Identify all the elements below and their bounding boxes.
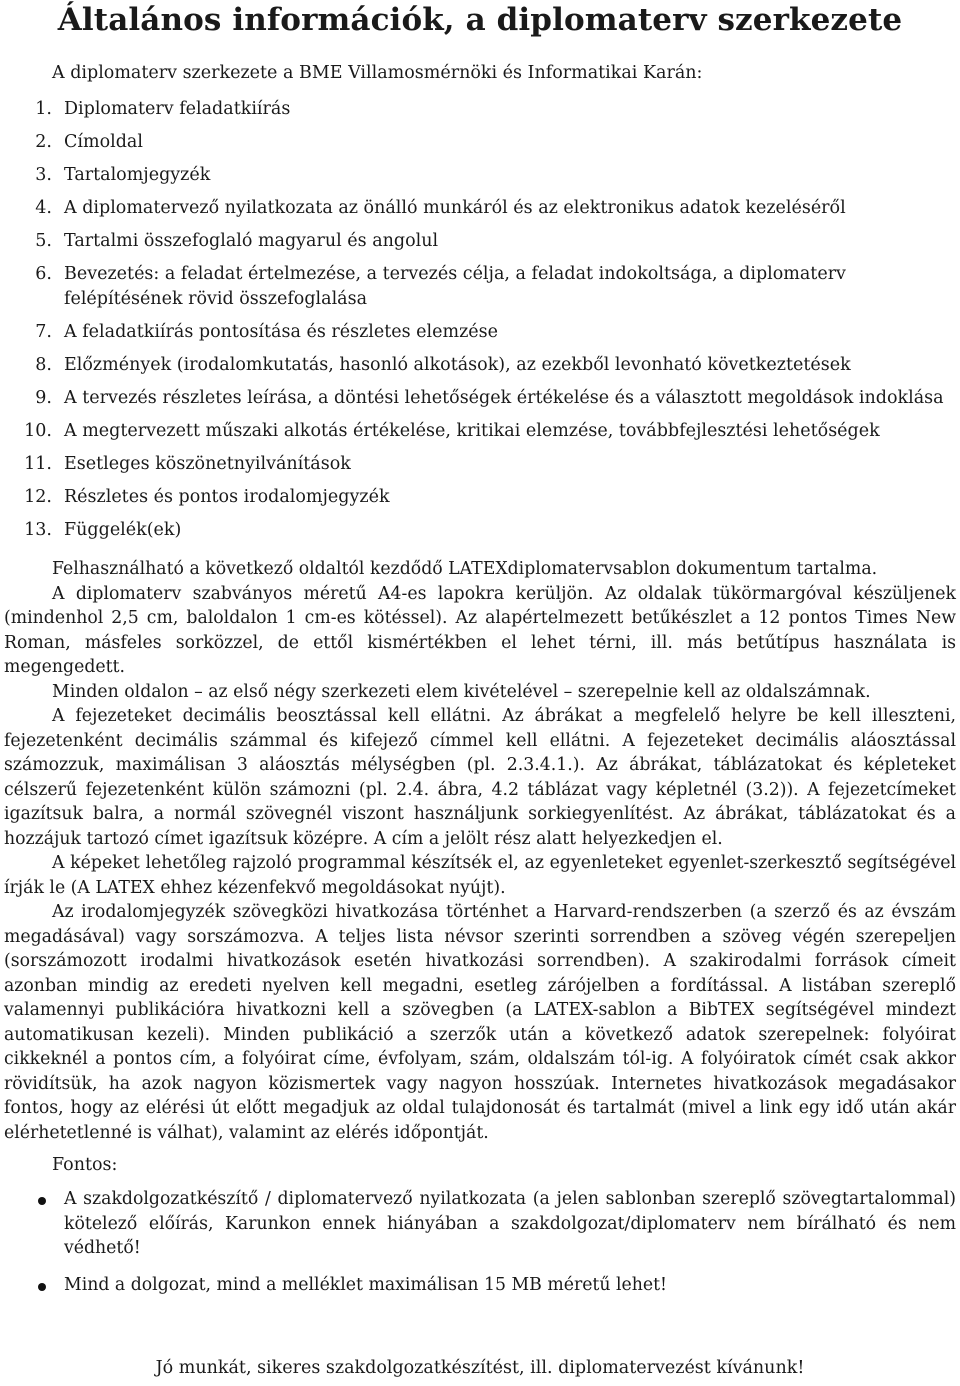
paragraph: Minden oldalon – az első négy szerkezeti elem kivételével – szerepelnie kell az oldalszámnak. [52, 681, 871, 702]
list-item-text: Esetleges köszönetnyilvánítások [64, 454, 351, 474]
list-item-number: 12. [24, 487, 52, 507]
body-text [4, 557, 956, 1145]
list-item-text: Diplomaterv feladatkiírás [64, 99, 291, 119]
list-item-text: Tartalmi összefoglaló magyarul és angolul [64, 231, 439, 251]
list-item [0, 229, 960, 254]
list-item-number: 3. [35, 165, 52, 185]
list-item [0, 1273, 960, 1298]
bullet-icon [38, 1197, 46, 1205]
list-item-number: 9. [35, 388, 52, 408]
notes-label: Fontos: [52, 1155, 118, 1175]
list-item [0, 163, 960, 188]
paragraph: A fejezeteket decimális beosztással kell ellátni. Az ábrákat a megfelelő helyre be kell illeszteni, fejezetenként decimális számmal és kifejező címmel kell ellátni. A fejezeteket decimális aláosztással számozzuk, maximálisan 3 aláosztás mélységben (pl. 2.3.4.1.). Az ábrákat, táblázatokat és képleteket célszerű fejezetenként külön számozni (pl. 2.4. ábra, 4.2 táblázat vagy képletnél (3.2)). A fejezetcímeket igazítsuk balra, a normál szövegnél viszont használjunk sorkiegyenlítést. Az ábrákat, táblázatokat és a hozzájuk tartozó címet igazítsuk középre. A cím a jelölt rész alatt helyezkedjen el. [4, 706, 956, 849]
list-item [0, 353, 960, 378]
list-item-text: Függelék(ek) [64, 520, 182, 540]
list-item [0, 130, 960, 155]
paragraph: A diplomaterv szabványos méretű A4-es lapokra kerüljön. Az oldalak tükörmargóval készüljenek (mindenhol 2,5 cm, baloldalon 1 cm-es kötéssel). Az alapértelmezett betűkészlet a 12 pontos Times New Roman, másfeles sorközzel, de ettől kismértékben el lehet térni, ill. más betűtípus használata is megengedett. [4, 583, 956, 677]
bullet-icon [38, 1283, 46, 1291]
paragraph: Az irodalomjegyzék szövegközi hivatkozása történhet a Harvard-rendszerben (a szerző és az évszám megadásával) vagy sorszámozva. A teljes lista névsor szerinti sorrendben a szöveg végén szerepeljen (sorszámozott irodalmi hivatkozások esetén hivatkozási sorrendben). A szakirodalmi források címeit azonban mindig az eredeti nyelven kell megadni, esetleg zárójelben a fordítással. A listában szereplő valamennyi publikációra hivatkozni kell a szövegben (a LATEX-sablon a BibTEX segítségével mindezt automatikusan kezeli). Minden publikáció a szerzők után a következő adatok szerepelnek: folyóirat cikkeknél a pontos cím, a folyóirat címe, évfolyam, szám, oldalszám tól-ig. A folyóiratok címét csak akkor rövidítsük, ha azok nagyon közismertek vagy nagyon hosszúak. Internetes hivatkozások megadásakor fontos, hogy az elérési út előtt megadjuk az oldal tulajdonosát és tartalmát (mivel a link egy idő után akár elérhetetlenné is válhat), valamint az elérés időpontját. [4, 902, 956, 1143]
list-item-text: Tartalomjegyzék [64, 165, 211, 185]
list-item [0, 1187, 960, 1261]
page-title: Általános információk, a diplomaterv szerkezete [57, 2, 903, 38]
list-item [0, 97, 960, 122]
list-item-text: A diplomatervező nyilatkozata az önálló munkáról és az elektronikus adatok kezeléséről [64, 198, 846, 218]
list-item [0, 196, 960, 221]
list-item-number: 2. [35, 132, 52, 152]
list-item-number: 4. [35, 198, 52, 218]
list-item-text: Címoldal [64, 132, 143, 152]
list-item [0, 320, 960, 345]
list-item-text: Bevezetés: a feladat értelmezése, a tervezés célja, a feladat indokoltsága, a diplomaterv felépítésének rövid összefoglalása [64, 264, 846, 309]
closing-text: Jó munkát, sikeres szakdolgozatkészítést, ill. diplomatervezést kívánunk! [155, 1358, 805, 1378]
list-item-number: 5. [35, 231, 52, 251]
list-item-number: 11. [24, 454, 52, 474]
list-item [0, 386, 960, 411]
notes-list [0, 1187, 960, 1309]
paragraph: Felhasználható a következő oldaltól kezdődő LATEXdiplomatervsablon dokumentum tartalma. [52, 559, 878, 579]
list-item-text: Részletes és pontos irodalomjegyzék [64, 487, 390, 507]
list-item-text: Előzmények (irodalomkutatás, hasonló alkotások), az ezekből levonható következtetések [64, 355, 851, 375]
list-item-number: 13. [24, 520, 52, 540]
intro-text: A diplomaterv szerkezete a BME Villamosmérnöki és Informatikai Karán: [52, 63, 703, 83]
list-item-number: 10. [24, 421, 52, 441]
list-item-number: 1. [35, 99, 52, 119]
paragraph: A képeket lehetőleg rajzoló programmal készítsék el, az egyenleteket egyenlet-szerkesztő segítségével írják le (A LATEX ehhez kézenfekvő megoldásokat nyújt). [4, 853, 956, 898]
list-item [0, 452, 960, 477]
list-item [0, 485, 960, 510]
list-item-text: A feladatkiírás pontosítása és részletes elemzése [64, 322, 498, 342]
list-item [0, 518, 960, 543]
note-text: Mind a dolgozat, mind a melléklet maximálisan 15 MB méretű lehet! [64, 1274, 667, 1295]
list-item [0, 262, 960, 312]
list-item-number: 6. [35, 264, 52, 284]
list-item-number: 7. [35, 322, 52, 342]
list-item-text: A tervezés részletes leírása, a döntési lehetőségek értékelése és a választott megoldások indoklása [64, 388, 944, 408]
structure-list [0, 97, 960, 551]
list-item-text: A megtervezett műszaki alkotás értékelése, kritikai elemzése, továbbfejlesztési lehetőségek [64, 421, 880, 441]
note-text: A szakdolgozatkészítő / diplomatervező nyilatkozata (a jelen sablonban szereplő szövegtartalommal) kötelező előírás, Karunkon ennek hiányában a szakdolgozat/diplomaterv nem bírálható és nem védhető! [64, 1189, 956, 1258]
list-item [0, 419, 960, 444]
list-item-number: 8. [35, 355, 52, 375]
